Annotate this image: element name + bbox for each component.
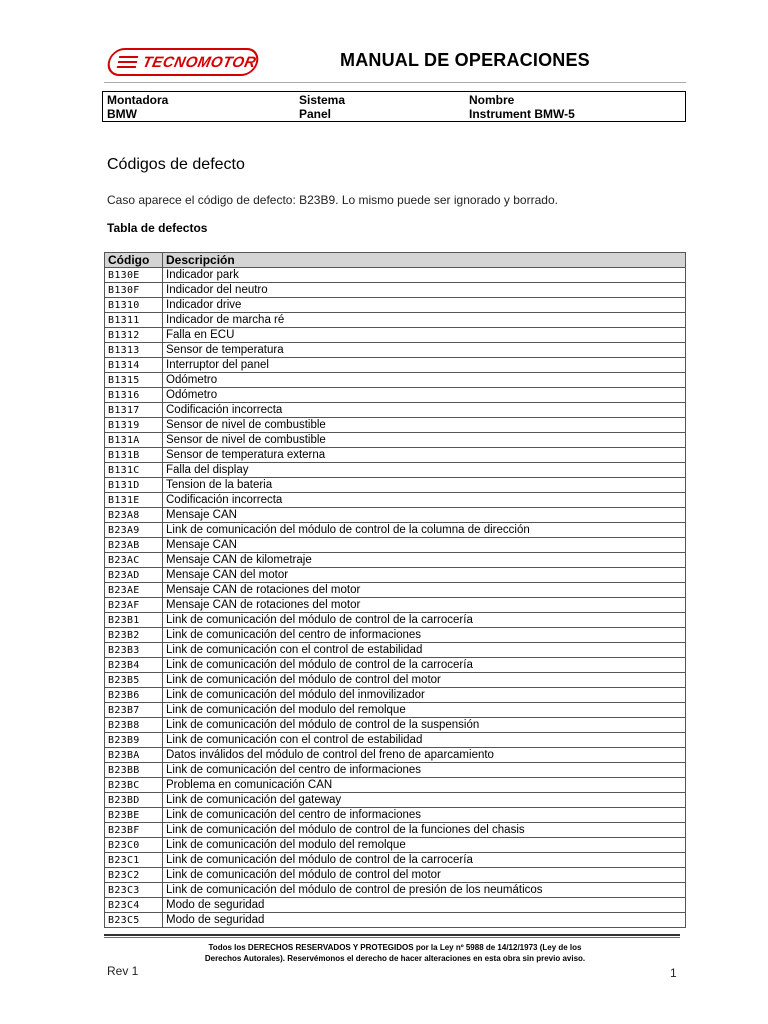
table-header-row [105, 253, 686, 268]
fault-description-cell: Mensaje CAN [163, 538, 686, 553]
fault-description-cell: Mensaje CAN de rotaciones del motor [163, 598, 686, 613]
fault-description-cell: Link de comunicación del módulo de control de la funciones del chasis [163, 823, 686, 838]
sistema-value: Panel [299, 107, 332, 121]
fault-code-cell: B23BC [105, 778, 163, 793]
table-row [105, 478, 686, 493]
fault-code-cell: B23BF [105, 823, 163, 838]
fault-code-cell: B23B2 [105, 628, 163, 643]
fault-code-cell: B131E [105, 493, 163, 508]
header-divider [104, 82, 686, 83]
fault-code-cell: B23BA [105, 748, 163, 763]
table-row [105, 898, 686, 913]
fault-code-cell: B23B7 [105, 703, 163, 718]
fault-description-cell: Link de comunicación del módulo de control de presión de los neumáticos [163, 883, 686, 898]
fault-description-cell: Odómetro [163, 373, 686, 388]
fault-code-cell: B23B8 [105, 718, 163, 733]
table-row [105, 763, 686, 778]
fault-code-cell: B1310 [105, 298, 163, 313]
fault-code-cell: B131A [105, 433, 163, 448]
fault-code-cell: B23B3 [105, 643, 163, 658]
page-header [104, 44, 686, 80]
fault-description-cell: Sensor de temperatura [163, 343, 686, 358]
fault-code-cell: B23BE [105, 808, 163, 823]
table-row [105, 718, 686, 733]
table-row [105, 823, 686, 838]
fault-code-cell: B1311 [105, 313, 163, 328]
fault-description-cell: Mensaje CAN del motor [163, 568, 686, 583]
fault-description-cell: Link de comunicación del centro de informaciones [163, 808, 686, 823]
footer-divider-accent [104, 937, 680, 938]
fault-code-cell: B23A8 [105, 508, 163, 523]
table-row [105, 853, 686, 868]
fault-description-cell: Link de comunicación del modulo del remolque [163, 703, 686, 718]
fault-description-cell: Link de comunicación del módulo de control del motor [163, 868, 686, 883]
table-row [105, 328, 686, 343]
table-row [105, 298, 686, 313]
fault-code-cell: B23AC [105, 553, 163, 568]
fault-description-cell: Sensor de temperatura externa [163, 448, 686, 463]
table-row [105, 358, 686, 373]
table-row [105, 523, 686, 538]
table-row [105, 313, 686, 328]
fault-code-cell: B23A9 [105, 523, 163, 538]
fault-description-cell: Modo de seguridad [163, 913, 686, 928]
table-row [105, 493, 686, 508]
table-row [105, 598, 686, 613]
section-title: Códigos de defecto [107, 156, 245, 173]
fault-code-cell: B1319 [105, 418, 163, 433]
table-row [105, 553, 686, 568]
fault-description-cell: Link de comunicación del módulo del inmovilizador [163, 688, 686, 703]
copyright-line-1: Todos los DERECHOS RESERVADOS Y PROTEGIDOS por la Ley nº 5988 de 14/12/1973 (Ley de los [208, 943, 582, 952]
fault-code-cell: B130E [105, 268, 163, 283]
fault-description-cell: Link de comunicación del módulo de control de la columna de dirección [163, 523, 686, 538]
table-row [105, 508, 686, 523]
fault-description-cell: Sensor de nivel de combustible [163, 433, 686, 448]
table-row [105, 913, 686, 928]
fault-code-cell: B23B5 [105, 673, 163, 688]
fault-code-cell: B1312 [105, 328, 163, 343]
fault-code-cell: B23C1 [105, 853, 163, 868]
table-row [105, 628, 686, 643]
fault-code-cell: B23AF [105, 598, 163, 613]
fault-code-cell: B23C4 [105, 898, 163, 913]
fault-code-cell: B1316 [105, 388, 163, 403]
fault-description-cell: Problema en comunicación CAN [163, 778, 686, 793]
logo-text: TECNOMOTOR [141, 53, 258, 71]
fault-description-cell: Sensor de nivel de combustible [163, 418, 686, 433]
fault-code-cell: B130F [105, 283, 163, 298]
sistema-label: Sistema [299, 93, 346, 107]
fault-description-cell: Link de comunicación del centro de informaciones [163, 628, 686, 643]
fault-description-cell: Codificación incorrecta [163, 493, 686, 508]
table-row [105, 268, 686, 283]
fault-description-cell: Mensaje CAN de rotaciones del motor [163, 583, 686, 598]
fault-description-cell: Odómetro [163, 388, 686, 403]
table-row [105, 868, 686, 883]
fault-description-cell: Falla en ECU [163, 328, 686, 343]
footer-divider [104, 934, 680, 936]
column-header-description: Descripción [163, 253, 686, 268]
fault-code-cell: B23B4 [105, 658, 163, 673]
tecnomotor-logo [105, 48, 261, 76]
montadora-value: BMW [107, 107, 137, 121]
table-row [105, 283, 686, 298]
fault-code-cell: B131B [105, 448, 163, 463]
table-row [105, 403, 686, 418]
document-title: MANUAL DE OPERACIONES [340, 50, 590, 70]
column-header-code: Código [105, 253, 163, 268]
fault-description-cell: Link de comunicación del módulo de control de la carrocería [163, 658, 686, 673]
fault-description-cell: Indicador de marcha ré [163, 313, 686, 328]
fault-description-cell: Link de comunicación del modulo del remolque [163, 838, 686, 853]
fault-description-cell: Datos inválidos del módulo de control del freno de aparcamiento [163, 748, 686, 763]
fault-description-cell: Indicador del neutro [163, 283, 686, 298]
fault-description-cell: Indicador drive [163, 298, 686, 313]
intro-paragraph: Caso aparece el código de defecto: B23B9. Lo mismo puede ser ignorado y borrado. [107, 193, 558, 207]
table-row [105, 778, 686, 793]
fault-code-cell: B23AD [105, 568, 163, 583]
fault-description-cell: Mensaje CAN [163, 508, 686, 523]
fault-description-cell: Mensaje CAN de kilometraje [163, 553, 686, 568]
fault-description-cell: Link de comunicación del módulo de control de la carrocería [163, 613, 686, 628]
table-row [105, 433, 686, 448]
fault-description-cell: Indicador park [163, 268, 686, 283]
fault-code-cell: B1315 [105, 373, 163, 388]
table-row [105, 463, 686, 478]
fault-description-cell: Modo de seguridad [163, 898, 686, 913]
fault-code-cell: B23AB [105, 538, 163, 553]
fault-description-cell: Link de comunicación del gateway [163, 793, 686, 808]
fault-code-cell: B23B9 [105, 733, 163, 748]
table-row [105, 568, 686, 583]
copyright-notice [150, 942, 640, 964]
table-row [105, 733, 686, 748]
table-row [105, 388, 686, 403]
page-number: 1 [670, 966, 677, 980]
logo-mark-icon [117, 55, 139, 69]
fault-code-cell: B1314 [105, 358, 163, 373]
fault-code-cell: B131C [105, 463, 163, 478]
fault-codes-table [104, 252, 686, 928]
vehicle-info-box [102, 91, 686, 122]
fault-description-cell: Link de comunicación con el control de estabilidad [163, 733, 686, 748]
fault-description-cell: Link de comunicación del módulo de control de la suspensión [163, 718, 686, 733]
copyright-line-2: Derechos Autorales). Reservémonos el derecho de hacer alteraciones en esta obra sin previo aviso. [204, 954, 586, 963]
fault-code-cell: B23C5 [105, 913, 163, 928]
table-row [105, 583, 686, 598]
table-row [105, 688, 686, 703]
fault-code-cell: B23C2 [105, 868, 163, 883]
table-row [105, 673, 686, 688]
table-row [105, 343, 686, 358]
fault-code-cell: B23C3 [105, 883, 163, 898]
fault-code-cell: B23BB [105, 763, 163, 778]
table-row [105, 538, 686, 553]
table-row [105, 748, 686, 763]
revision-label: Rev 1 [107, 964, 139, 978]
table-row [105, 613, 686, 628]
table-title: Tabla de defectos [107, 221, 208, 235]
fault-description-cell: Tension de la bateria [163, 478, 686, 493]
fault-code-cell: B23B1 [105, 613, 163, 628]
table-row [105, 448, 686, 463]
fault-description-cell: Link de comunicación con el control de estabilidad [163, 643, 686, 658]
nombre-value: Instrument BMW-5 [469, 107, 575, 121]
fault-description-cell: Falla del display [163, 463, 686, 478]
table-row [105, 643, 686, 658]
table-row [105, 373, 686, 388]
fault-code-cell: B1313 [105, 343, 163, 358]
fault-description-cell: Codificación incorrecta [163, 403, 686, 418]
table-row [105, 838, 686, 853]
table-row [105, 808, 686, 823]
table-row [105, 883, 686, 898]
fault-code-cell: B23B6 [105, 688, 163, 703]
fault-description-cell: Link de comunicación del centro de informaciones [163, 763, 686, 778]
montadora-label: Montadora [107, 93, 169, 107]
table-body [105, 268, 686, 928]
table-row [105, 793, 686, 808]
fault-description-cell: Link de comunicación del módulo de control de la carrocería [163, 853, 686, 868]
fault-description-cell: Link de comunicación del módulo de control del motor [163, 673, 686, 688]
fault-description-cell: Interruptor del panel [163, 358, 686, 373]
fault-code-cell: B23C0 [105, 838, 163, 853]
table-row [105, 418, 686, 433]
fault-code-cell: B23BD [105, 793, 163, 808]
fault-code-cell: B131D [105, 478, 163, 493]
table-row [105, 658, 686, 673]
fault-code-cell: B23AE [105, 583, 163, 598]
table-row [105, 703, 686, 718]
nombre-label: Nombre [469, 93, 515, 107]
fault-code-cell: B1317 [105, 403, 163, 418]
